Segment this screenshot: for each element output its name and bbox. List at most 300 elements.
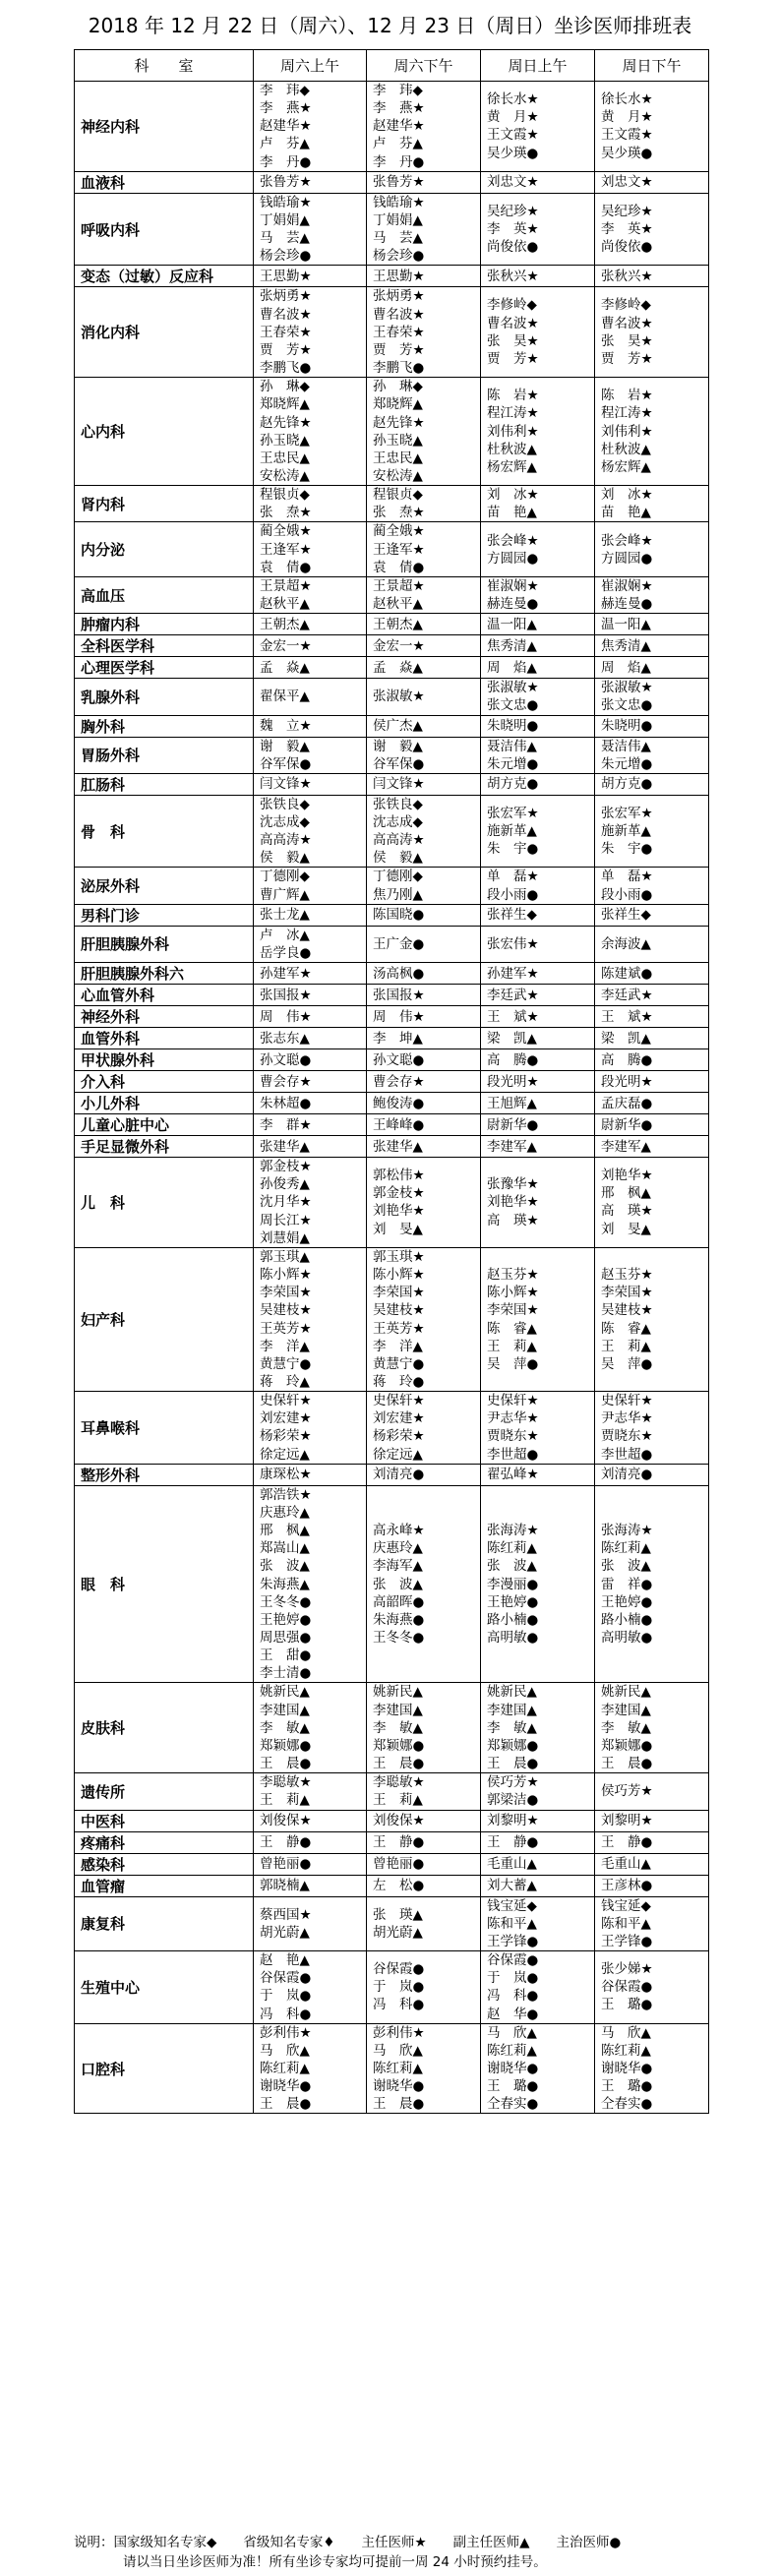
doctor-name: 丁娟娟▲: [373, 211, 423, 228]
doctor-name: 张建华▲: [373, 1138, 423, 1155]
doctor-cell-sat-pm: [367, 1392, 481, 1465]
doctor-name: 王英芳★: [373, 1320, 425, 1337]
doctor-name: 陈红莉▲: [487, 1540, 537, 1557]
doctor-cell-sun-am: [481, 1831, 595, 1853]
doctor-name: 路小楠●: [487, 1611, 539, 1628]
doctor-name: 曹广辉▲: [260, 886, 310, 903]
doctor-name: 张 瑛▲: [373, 1906, 423, 1923]
doctor-cell-sun-am: [481, 1683, 595, 1773]
doctor-name: 鲍俊涛●: [373, 1095, 425, 1111]
department-name: 消化内科: [75, 287, 254, 378]
doctor-name: 周长江★: [260, 1212, 312, 1228]
doctor-cell-sun-pm: [595, 773, 709, 795]
doctor-name: 钱宝延◆: [601, 1897, 651, 1914]
doctor-name: 陈红莉▲: [260, 2060, 310, 2076]
doctor-name: 王文霞★: [601, 127, 653, 144]
doctor-name: 孙 琳◆: [260, 379, 310, 395]
doctor-name: 陈红莉▲: [601, 1540, 651, 1557]
doctor-name: 王旭辉▲: [487, 1095, 537, 1111]
doctor-name: 陈 岩★: [487, 388, 539, 404]
department-name: 心血管外科: [75, 985, 254, 1006]
department-name: 内分泌: [75, 522, 254, 576]
table-row: [75, 715, 709, 737]
doctor-name: 胡方克●: [487, 776, 539, 793]
doctor-name: 于 岚●: [373, 1979, 425, 1996]
doctor-name: 高高涛★: [260, 832, 312, 849]
doctor-cell-sun-pm: [595, 868, 709, 904]
doctor-name: 于 岚●: [260, 1988, 312, 2005]
department-name: 儿 科: [75, 1158, 254, 1248]
doctor-name: 沈月华★: [260, 1194, 312, 1211]
doctor-name: 程江涛★: [601, 405, 653, 422]
table-row: [75, 926, 709, 962]
doctor-name: 马 芸▲: [260, 230, 310, 247]
doctor-name: 王艳婷●: [601, 1593, 653, 1610]
doctor-name: 史保轩★: [260, 1393, 312, 1409]
doctor-name: 贾晓东★: [601, 1428, 653, 1445]
doctor-name: 李荣国★: [260, 1285, 312, 1301]
doctor-cell-sun-am: [481, 1247, 595, 1391]
doctor-name: 朱海燕●: [373, 1611, 425, 1628]
department-name: 肝胆胰腺外科六: [75, 963, 254, 985]
table-row: [75, 1028, 709, 1049]
doctor-cell-sat-am: [254, 635, 367, 657]
doctor-name: 李 燕★: [373, 100, 425, 117]
doctor-name: 方圆园●: [601, 550, 653, 567]
doctor-name: 郭金枝★: [373, 1185, 425, 1202]
doctor-name: 吴建枝★: [373, 1302, 425, 1319]
department-name: 血液科: [75, 171, 254, 193]
doctor-cell-sat-pm: [367, 1810, 481, 1831]
department-name: 变态（过敏）反应科: [75, 266, 254, 287]
doctor-name: 张士龙▲: [260, 907, 310, 924]
doctor-name: 马 欣▲: [260, 2042, 310, 2059]
doctor-cell-sat-am: [254, 1093, 367, 1114]
doctor-cell-sat-am: [254, 985, 367, 1006]
doctor-name: 徐定远▲: [260, 1446, 310, 1463]
doctor-name: 王 晨●: [373, 1756, 425, 1772]
doctor-cell-sat-pm: [367, 1831, 481, 1853]
doctor-cell-sat-pm: [367, 287, 481, 378]
doctor-name: 施新革▲: [487, 823, 537, 840]
doctor-name: 张铁良◆: [373, 796, 423, 812]
doctor-name: 张志东▲: [260, 1030, 310, 1047]
doctor-name: 郭金枝★: [260, 1159, 312, 1175]
doctor-name: 金宏一★: [373, 637, 425, 654]
table-row: [75, 1049, 709, 1071]
department-name: 小儿外科: [75, 1093, 254, 1114]
doctor-cell-sun-pm: [595, 1831, 709, 1853]
department-name: 眼 科: [75, 1485, 254, 1683]
doctor-cell-sun-am: [481, 737, 595, 773]
doctor-name: 徐长水★: [487, 91, 539, 108]
doctor-name: 杜秋波▲: [601, 441, 651, 457]
table-row: [75, 1485, 709, 1683]
doctor-cell-sat-am: [254, 486, 367, 522]
doctor-name: 丁德刚◆: [373, 869, 423, 885]
doctor-cell-sun-am: [481, 657, 595, 679]
header-department: 科 室: [75, 50, 254, 82]
doctor-name: 赵玉芬★: [601, 1267, 653, 1284]
doctor-name: 焦秀清▲: [487, 637, 537, 654]
doctor-cell-sun-am: [481, 1028, 595, 1049]
doctor-name: 刘俊保★: [260, 1812, 312, 1828]
doctor-cell-sat-am: [254, 171, 367, 193]
doctor-cell-sun-pm: [595, 1853, 709, 1875]
doctor-cell-sat-am: [254, 773, 367, 795]
doctor-cell-sat-am: [254, 868, 367, 904]
doctor-cell-sat-pm: [367, 795, 481, 868]
doctor-cell-sun-pm: [595, 1093, 709, 1114]
doctor-name: 姚新民▲: [260, 1684, 310, 1701]
doctor-name: 张 波▲: [373, 1576, 423, 1592]
doctor-name: 朱晓明●: [487, 717, 539, 734]
doctor-cell-sun-am: [481, 926, 595, 962]
header-sat-pm: 周六下午: [367, 50, 481, 82]
doctor-name: 王景超★: [373, 577, 425, 594]
department-name: 耳鼻喉科: [75, 1392, 254, 1465]
table-row: [75, 193, 709, 266]
doctor-name: 蔡西国★: [260, 1906, 312, 1923]
doctor-name: 蒋 玲▲: [260, 1373, 310, 1390]
doctor-name: 钱皓瑜★: [373, 194, 425, 210]
department-name: 全科医学科: [75, 635, 254, 657]
doctor-cell-sun-pm: [595, 1464, 709, 1485]
doctor-name: 张国报★: [260, 987, 312, 1003]
table-row: [75, 82, 709, 172]
doctor-name: 赫连曼●: [601, 596, 653, 613]
doctor-name: 张鲁芳★: [373, 174, 425, 191]
doctor-name: 王 斌★: [487, 1008, 539, 1025]
department-name: 口腔科: [75, 2023, 254, 2114]
doctor-cell-sat-am: [254, 1853, 367, 1875]
department-name: 胃肠外科: [75, 737, 254, 773]
doctor-cell-sat-pm: [367, 82, 481, 172]
doctor-name: 王冬冬●: [373, 1630, 425, 1646]
table-row: [75, 1951, 709, 2024]
doctor-name: 方圆园●: [487, 550, 539, 567]
doctor-name: 程江涛★: [487, 405, 539, 422]
doctor-cell-sun-am: [481, 1951, 595, 2024]
doctor-name: 李 玮◆: [373, 83, 423, 98]
doctor-name: 王 晨●: [373, 2096, 425, 2113]
doctor-cell-sat-am: [254, 1875, 367, 1896]
doctor-cell-sat-pm: [367, 1136, 481, 1158]
doctor-name: 王 静●: [487, 1833, 539, 1850]
doctor-cell-sun-am: [481, 486, 595, 522]
doctor-name: 赵 华●: [487, 2006, 539, 2022]
table-row: [75, 1896, 709, 1950]
doctor-cell-sun-pm: [595, 614, 709, 635]
doctor-cell-sun-am: [481, 522, 595, 576]
doctor-cell-sat-am: [254, 904, 367, 926]
doctor-name: 孟庆磊●: [601, 1095, 653, 1111]
doctor-cell-sat-am: [254, 679, 367, 715]
department-name: 胸外科: [75, 715, 254, 737]
doctor-cell-sat-pm: [367, 522, 481, 576]
doctor-name: 谢晓华●: [260, 2078, 312, 2095]
doctor-cell-sat-am: [254, 1136, 367, 1158]
doctor-cell-sat-am: [254, 1049, 367, 1071]
doctor-name: 杨会珍●: [373, 248, 425, 265]
doctor-name: 杜秋波▲: [487, 441, 537, 457]
table-row: [75, 868, 709, 904]
doctor-name: 孙建军★: [487, 965, 539, 982]
doctor-cell-sat-am: [254, 1810, 367, 1831]
doctor-name: 杨彩荣★: [373, 1428, 425, 1445]
doctor-name: 王逢军★: [260, 541, 312, 558]
doctor-cell-sun-pm: [595, 287, 709, 378]
doctor-name: 钱宝延◆: [487, 1897, 537, 1914]
table-row: [75, 657, 709, 679]
duty-roster-table: [74, 49, 709, 2114]
doctor-cell-sat-pm: [367, 1071, 481, 1093]
doctor-name: 赵玉芬★: [487, 1267, 539, 1284]
doctor-name: 彭利伟★: [260, 2024, 312, 2041]
doctor-name: 曾艳丽●: [373, 1855, 425, 1872]
doctor-name: 段光明★: [601, 1073, 653, 1090]
doctor-name: 冯 科●: [373, 1997, 425, 2013]
doctor-name: 尹志华★: [487, 1410, 539, 1427]
doctor-name: 闫文锋★: [260, 776, 312, 793]
doctor-name: 邢 枫▲: [260, 1523, 310, 1539]
doctor-cell-sun-pm: [595, 657, 709, 679]
doctor-name: 高 瑛★: [601, 1203, 653, 1220]
doctor-cell-sun-pm: [595, 985, 709, 1006]
doctor-name: 谷保霞●: [601, 1979, 653, 1996]
doctor-name: 徐定远▲: [373, 1446, 423, 1463]
doctor-name: 单 磊★: [601, 869, 653, 885]
doctor-name: 李 敏▲: [260, 1719, 310, 1736]
doctor-name: 魏 立★: [260, 717, 312, 734]
doctor-name: 张淑敏★: [487, 680, 539, 696]
doctor-name: 王思勤★: [373, 268, 425, 284]
doctor-name: 赵先锋★: [373, 414, 425, 431]
doctor-name: 郑颖娜●: [487, 1737, 539, 1754]
doctor-cell-sat-pm: [367, 963, 481, 985]
department-name: 乳腺外科: [75, 679, 254, 715]
doctor-cell-sat-pm: [367, 576, 481, 613]
doctor-name: 李荣国★: [487, 1302, 539, 1319]
doctor-cell-sat-pm: [367, 679, 481, 715]
doctor-name: 彭利伟★: [373, 2024, 425, 2041]
doctor-name: 高 腾●: [487, 1051, 539, 1068]
doctor-name: 李世超●: [487, 1446, 539, 1463]
department-name: 神经外科: [75, 1006, 254, 1028]
department-name: 甲状腺外科: [75, 1049, 254, 1071]
doctor-name: 朱 宇●: [601, 841, 653, 858]
doctor-cell-sat-pm: [367, 715, 481, 737]
doctor-cell-sun-am: [481, 266, 595, 287]
doctor-cell-sun-pm: [595, 1136, 709, 1158]
doctor-name: 史保轩★: [601, 1393, 653, 1409]
doctor-cell-sun-pm: [595, 171, 709, 193]
doctor-name: 张宏军★: [487, 805, 539, 821]
doctor-cell-sat-am: [254, 1951, 367, 2024]
header-sat-am: 周六上午: [254, 50, 367, 82]
department-name: 神经内科: [75, 82, 254, 172]
table-row: [75, 1071, 709, 1093]
table-row: [75, 795, 709, 868]
doctor-name: 尹志华★: [601, 1410, 653, 1427]
department-name: 疼痛科: [75, 1831, 254, 1853]
doctor-cell-sun-am: [481, 1136, 595, 1158]
doctor-cell-sun-pm: [595, 679, 709, 715]
doctor-name: 王景超★: [260, 577, 312, 594]
doctor-cell-sat-am: [254, 287, 367, 378]
doctor-name: 马 欣▲: [601, 2024, 651, 2041]
doctor-name: 李 英★: [487, 221, 539, 238]
doctor-cell-sat-am: [254, 1114, 367, 1136]
department-name: 肝胆胰腺外科: [75, 926, 254, 962]
doctor-name: 汤高枫●: [373, 965, 425, 982]
doctor-name: 张宏军★: [601, 805, 653, 821]
doctor-cell-sun-pm: [595, 193, 709, 266]
department-name: 骨 科: [75, 795, 254, 868]
doctor-name: 曹会存★: [260, 1073, 312, 1090]
doctor-name: 王 莉▲: [373, 1792, 423, 1809]
doctor-name: 侯广杰▲: [373, 717, 423, 734]
doctor-cell-sun-am: [481, 576, 595, 613]
doctor-name: 朱林超●: [260, 1095, 312, 1111]
doctor-name: 张 昊★: [487, 332, 539, 349]
doctor-cell-sun-am: [481, 679, 595, 715]
doctor-name: 谷保霞●: [373, 1961, 425, 1978]
table-header-row: [75, 50, 709, 82]
doctor-cell-sun-pm: [595, 1028, 709, 1049]
doctor-cell-sat-am: [254, 1485, 367, 1683]
doctor-name: 孙文聪●: [260, 1051, 312, 1068]
doctor-name: 焦乃刚▲: [373, 886, 423, 903]
doctor-name: 尚俊依●: [487, 239, 539, 256]
doctor-name: 黄慧宁●: [373, 1355, 425, 1372]
doctor-name: 周 伟★: [373, 1008, 425, 1025]
doctor-name: 侯巧芳★: [601, 1783, 653, 1800]
doctor-cell-sat-am: [254, 657, 367, 679]
doctor-name: 陈建斌●: [601, 965, 653, 982]
doctor-cell-sat-am: [254, 963, 367, 985]
doctor-name: 闫文锋★: [373, 776, 425, 793]
doctor-cell-sat-am: [254, 1392, 367, 1465]
doctor-cell-sun-am: [481, 1392, 595, 1465]
doctor-name: 张少娣★: [601, 1961, 653, 1978]
doctor-name: 蔺全娥★: [373, 523, 425, 540]
table-row: [75, 1831, 709, 1853]
doctor-name: 张 昊★: [601, 332, 653, 349]
doctor-name: 王逢军★: [373, 541, 425, 558]
doctor-name: 朱 宇●: [487, 841, 539, 858]
legend-line-2: 请以当日坐诊医师为准！所有坐诊专家均可提前一周 24 小时预约挂号。: [123, 2554, 547, 2570]
doctor-cell-sat-pm: [367, 868, 481, 904]
doctor-name: 张秋兴★: [487, 268, 539, 284]
doctor-cell-sun-am: [481, 1114, 595, 1136]
doctor-cell-sat-am: [254, 1158, 367, 1248]
doctor-name: 卢 芬▲: [260, 136, 310, 152]
doctor-name: 吴纪珍★: [601, 203, 653, 219]
doctor-name: 苗 艳▲: [487, 505, 537, 521]
doctor-name: 陈红莉▲: [373, 2060, 423, 2076]
doctor-name: 陈小辉★: [373, 1267, 425, 1284]
doctor-cell-sat-pm: [367, 1853, 481, 1875]
doctor-name: 曾艳丽●: [260, 1855, 312, 1872]
doctor-cell-sat-pm: [367, 486, 481, 522]
table-row: [75, 287, 709, 378]
doctor-cell-sun-pm: [595, 576, 709, 613]
doctor-cell-sat-pm: [367, 171, 481, 193]
doctor-cell-sun-am: [481, 1071, 595, 1093]
doctor-name: 周 焰▲: [601, 659, 651, 676]
doctor-name: 贾 芳★: [373, 341, 425, 358]
doctor-name: 郭晓楠▲: [260, 1877, 310, 1893]
doctor-cell-sun-am: [481, 963, 595, 985]
doctor-name: 贾 芳★: [487, 350, 539, 367]
doctor-name: 姚新民▲: [373, 1684, 423, 1701]
doctor-cell-sun-am: [481, 1464, 595, 1485]
department-name: 血管外科: [75, 1028, 254, 1049]
doctor-name: 安松涛▲: [260, 467, 310, 484]
table-row: [75, 985, 709, 1006]
doctor-name: 孟 焱▲: [373, 659, 423, 676]
doctor-name: 王广金●: [373, 935, 425, 952]
doctor-name: 杨会珍●: [260, 248, 312, 265]
doctor-cell-sat-am: [254, 1028, 367, 1049]
table-row: [75, 2023, 709, 2114]
doctor-name: 侯巧芳★: [487, 1774, 539, 1791]
doctor-name: 赵先锋★: [260, 414, 312, 431]
department-name: 手足显微外科: [75, 1136, 254, 1158]
doctor-name: 李修岭◆: [601, 297, 651, 314]
table-row: [75, 1875, 709, 1896]
doctor-name: 王冬冬●: [260, 1593, 312, 1610]
doctor-cell-sun-pm: [595, 1392, 709, 1465]
doctor-name: 吴纪珍★: [487, 203, 539, 219]
doctor-cell-sat-pm: [367, 1049, 481, 1071]
doctor-name: 张文忠●: [487, 697, 539, 714]
doctor-name: 刘艳华★: [487, 1194, 539, 1211]
doctor-name: 杨彩荣★: [260, 1428, 312, 1445]
doctor-cell-sat-pm: [367, 985, 481, 1006]
doctor-name: 李漫丽●: [487, 1576, 539, 1592]
doctor-name: 张淑敏★: [601, 680, 653, 696]
doctor-name: 雷 祥●: [601, 1576, 653, 1592]
doctor-name: 李海军▲: [373, 1558, 423, 1575]
doctor-name: 马 芸▲: [373, 230, 423, 247]
doctor-cell-sat-pm: [367, 1485, 481, 1683]
doctor-name: 陈小辉★: [487, 1285, 539, 1301]
doctor-name: 孙玉晓▲: [373, 432, 423, 449]
doctor-name: 谷保霞●: [487, 1952, 539, 1969]
department-name: 中医科: [75, 1810, 254, 1831]
doctor-name: 李建国▲: [260, 1702, 310, 1718]
doctor-name: 李建军▲: [487, 1138, 537, 1155]
doctor-name: 张海涛★: [601, 1523, 653, 1539]
doctor-name: 谷保霞●: [260, 1970, 312, 1987]
department-name: 男科门诊: [75, 904, 254, 926]
department-name: 肛肠科: [75, 773, 254, 795]
legend-note: [74, 2533, 762, 2572]
table-row: [75, 1006, 709, 1028]
doctor-name: 王 莉▲: [601, 1338, 651, 1354]
doctor-name: 仝春实●: [601, 2096, 653, 2113]
doctor-cell-sun-pm: [595, 378, 709, 486]
doctor-name: 李鹏飞●: [260, 360, 312, 377]
doctor-name: 吴建枝★: [260, 1302, 312, 1319]
doctor-cell-sun-pm: [595, 963, 709, 985]
doctor-cell-sat-am: [254, 1247, 367, 1391]
department-name: 整形外科: [75, 1464, 254, 1485]
doctor-cell-sat-am: [254, 576, 367, 613]
doctor-name: 丁德刚◆: [260, 869, 310, 885]
